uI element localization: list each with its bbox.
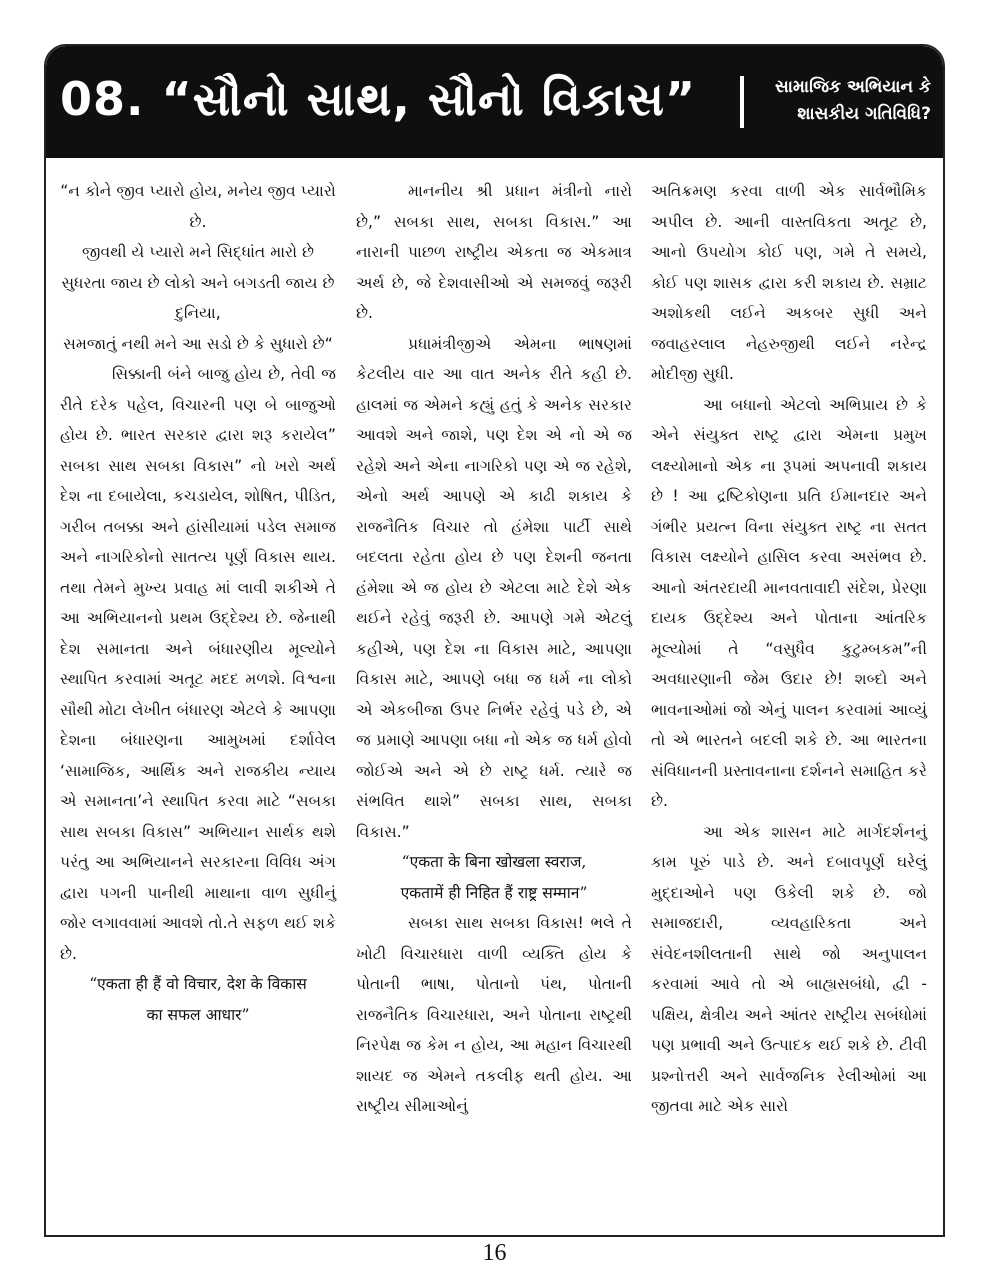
subtitle-line-1: સામાજિક અભિયાન કે <box>775 77 931 97</box>
column-3 <box>651 176 927 1122</box>
hindi-quote-line: एकतामें ही निहित हैं राष्ट्र सम्मान” <box>400 883 588 902</box>
paragraph: માનનીય શ્રી પ્રધાન મંત્રીનો નારો છે,” સબકા સાથ, સબકા વિકાસ.” આ નારાની પાછળ રાષ્ટ્રીય એકતા જ એકમાત્ર અર્થ છે, જે દેશવાસીઓ એ સમજવું જરૂરી છે. <box>356 182 632 322</box>
hindi-quote-line: “एकता के बिना खोखला स्वराज, <box>401 853 587 871</box>
column-2 <box>356 176 632 1122</box>
poem-line: સમજાતું નથી મને આ સડો છે કે સુધારો છે“ <box>63 334 333 353</box>
chapter-subtitle <box>741 74 931 128</box>
chapter-title: 08. “સૌનો સાથ, સૌનો વિકાસ” <box>60 72 697 126</box>
article-body <box>46 176 943 1235</box>
poem-line: “ન કોને જીવ પ્યારો હોય, મનેય જીવ પ્યારો છે. <box>60 182 336 231</box>
paragraph: આ બધાનો એટલો અભિપ્રાય છે કે એને સંયુક્ત રાષ્ટ્ર દ્વારા એમના પ્રમુખ લક્ષ્યોમાનો એક ના રૂપમાં અપનાવી શકાય છે ! આ દ્રષ્ટિકોણના પ્રતિ ઈમાનદાર અને ગંભીર પ્રયત્ન વિના સંયુક્ત રાષ્ટ્ર ના સતત વિકાસ લક્ષ્યોને હાસિલ કરવા અસંભવ છે. આનો અંતરદાયી માનવતાવાદી સંદેશ, પ્રેરણા દાયક ઉદ્દેશ્ય અને પોતાના આંતરિક મૂલ્યોમાં તે “વસુધૈવ કુટુમ્બકમ”ની અવધારણાની જેમ ઉદાર છે! શબ્દો અને ભાવનાઓમાં જો એનું પાલન કરવામાં આવ્યું તો એ ભારતને બદલી શકે છે. આ ભારતના સંવિધાનની પ્રસ્તાવનાના દર્શનને સમાહિત કરે છે. <box>651 395 927 810</box>
paragraph: સબકા સાથ સબકા વિકાસ! ભલે તે ખોટી વિચારધારા વાળી વ્યક્તિ હોય કે પોતાની ભાષા, પોતાનો પંથ, પોતાની રાજનૈતિક વિચારધારા, અને પોતાના રાષ્ટ્રથી નિરપેક્ષ જ કેમ ન હોય, આ મહાન વિચારથી શાયદ જ એમને તકલીફ થતી હોય. આ રાષ્ટ્રીય સીમાઓનું <box>356 914 632 1115</box>
paragraph: આ એક શાસન માટે માર્ગદર્શનનું કામ પૂરું પાડે છે. અને દબાવપૂર્ણ ઘરેલું મુદ્દાઓને પણ ઉકેલી શકે છે. જો સમાજદારી, વ્યવહારિકતા અને સંવેદનશીલતાની સાથે જો અનુપાલન કરવામાં આવે તો એ બાહ્યસબંધો, દ્વી - પક્ષિય, ક્ષેત્રીય અને આંતર રાષ્ટ્રીય સબંધોમાં પણ પ્રભાવી અને ઉત્પાદક થઈ શકે છે. ટીવી પ્રશ્નોત્તરી અને સાર્વજનિક રેલીઓમાં આ જીતવા માટે એક સારો <box>651 822 927 1115</box>
hindi-quote-line: का सफल आधार” <box>146 1005 250 1024</box>
poem-line: સુધરતા જાય છે લોકો અને બગડતી જાય છે દુનિયા, <box>61 273 335 322</box>
poem-line: જીવથી યે પ્યારો મને સિદ્ધાંત મારો છે <box>81 243 315 261</box>
page-number: 16 <box>482 1240 507 1266</box>
paragraph: અતિક્રમણ કરવા વાળી એક સાર્વભૌમિક અપીલ છે. આની વાસ્તવિકતા અતૂટ છે, આનો ઉપયોગ કોઈ પણ, ગમે તે સમયે, કોઈ પણ શાસક દ્વારા કરી શકાય છે. સમ્રાટ અશોકથી લઈને અકબર સુધી અને જવાહરલાલ નેહરુજીથી લઈને નરેન્દ્ર મોદીજી સુધી. <box>651 182 927 383</box>
paragraph: સિક્કાની બંને બાજુ હોય છે, તેવી જ રીતે દરેક પહેલ, વિચારની પણ બે બાજુઓ હોય છે. ભારત સરકાર દ્વારા શરૂ કરાયેલ” સબકા સાથ સબકા વિકાસ” નો ખરો અર્થ દેશ ના દબાયેલા, કચડાયેલ, શોષિત, પીડિત, ગરીબ તબક્કા અને હાંસીયામાં પડેલ સમાજ અને નાગરિકોનો સાતત્ય પૂર્ણ વિકાસ થાય. તથા તેમને મુખ્ય પ્રવાહ માં લાવી શકીએ તે આ અભિયાનનો પ્રથમ ઉદ્દેશ્ય છે. જેનાથી દેશ સમાનતા અને બંધારણીય મૂલ્યોને સ્થાપિત કરવામાં અતૂટ મદદ મળશે. વિશ્વના સૌથી મોટા લેખીત બંધારણ એટલે કે આપણા દેશના બંધારણના આમુખમાં દર્શાવેલ ‘સામાજિક, આર્થિક અને રાજકીય ન્યાય એ સમાનતા’ને સ્થાપિત કરવા માટે “સબકા સાથ સબકા વિકાસ” અભિયાન સાર્થક થશે પરંતુ આ અભિયાનને સરકારના વિવિધ અંગ દ્વારા પગની પાનીથી માથાના વાળ સુધીનું જોર લગાવવામાં આવશે તો.તે સફળ થઈ શકે છે. <box>60 365 336 963</box>
paragraph: પ્રધામંત્રીજીએ એમના ભાષણમાં કેટલીય વાર આ વાત અનેક રીતે કહી છે. હાલમાં જ એમને કહ્યું હતું કે અનેક સરકાર આવશે અને જાશે, પણ દેશ એ નો એ જ રહેશે અને એના નાગરિકો પણ એ જ રહેશે, એનો અર્થ આપણે એ કાઢી શકાય કે રાજનૈતિક વિચાર તો હંમેશા પાર્ટી સાથે બદલતા રહેતા હોય છે પણ દેશની જનતા હંમેશા એ જ હોય છે એટલા માટે દેશે એક થઈને રહેવું જરૂરી છે. આપણે ગમે એટલું કહીએ, પણ દેશ ના વિકાસ માટે, આપણા વિકાસ માટે, આપણે બધા જ ધર્મ ના લોકો એ એકબીજા ઉપર નિર્ભર રહેવું પડે છે, એ જ પ્રમાણે આપણા બધા નો એક જ ધર્મ હોવો જોઈએ અને એ છે રાષ્ટ્ર ધર્મ. ત્યારે જ સંભવિત થાશે” સબકા સાથ, સબકા વિકાસ.” <box>356 334 632 841</box>
column-1 <box>60 176 336 1030</box>
subtitle-line-2: શાસકીય ગતિવિધિ? <box>797 104 931 124</box>
page-frame <box>44 44 945 1237</box>
chapter-header <box>46 46 943 158</box>
hindi-quote-line: “एकता ही हैं वो विचार, देश के विकास <box>89 975 307 993</box>
